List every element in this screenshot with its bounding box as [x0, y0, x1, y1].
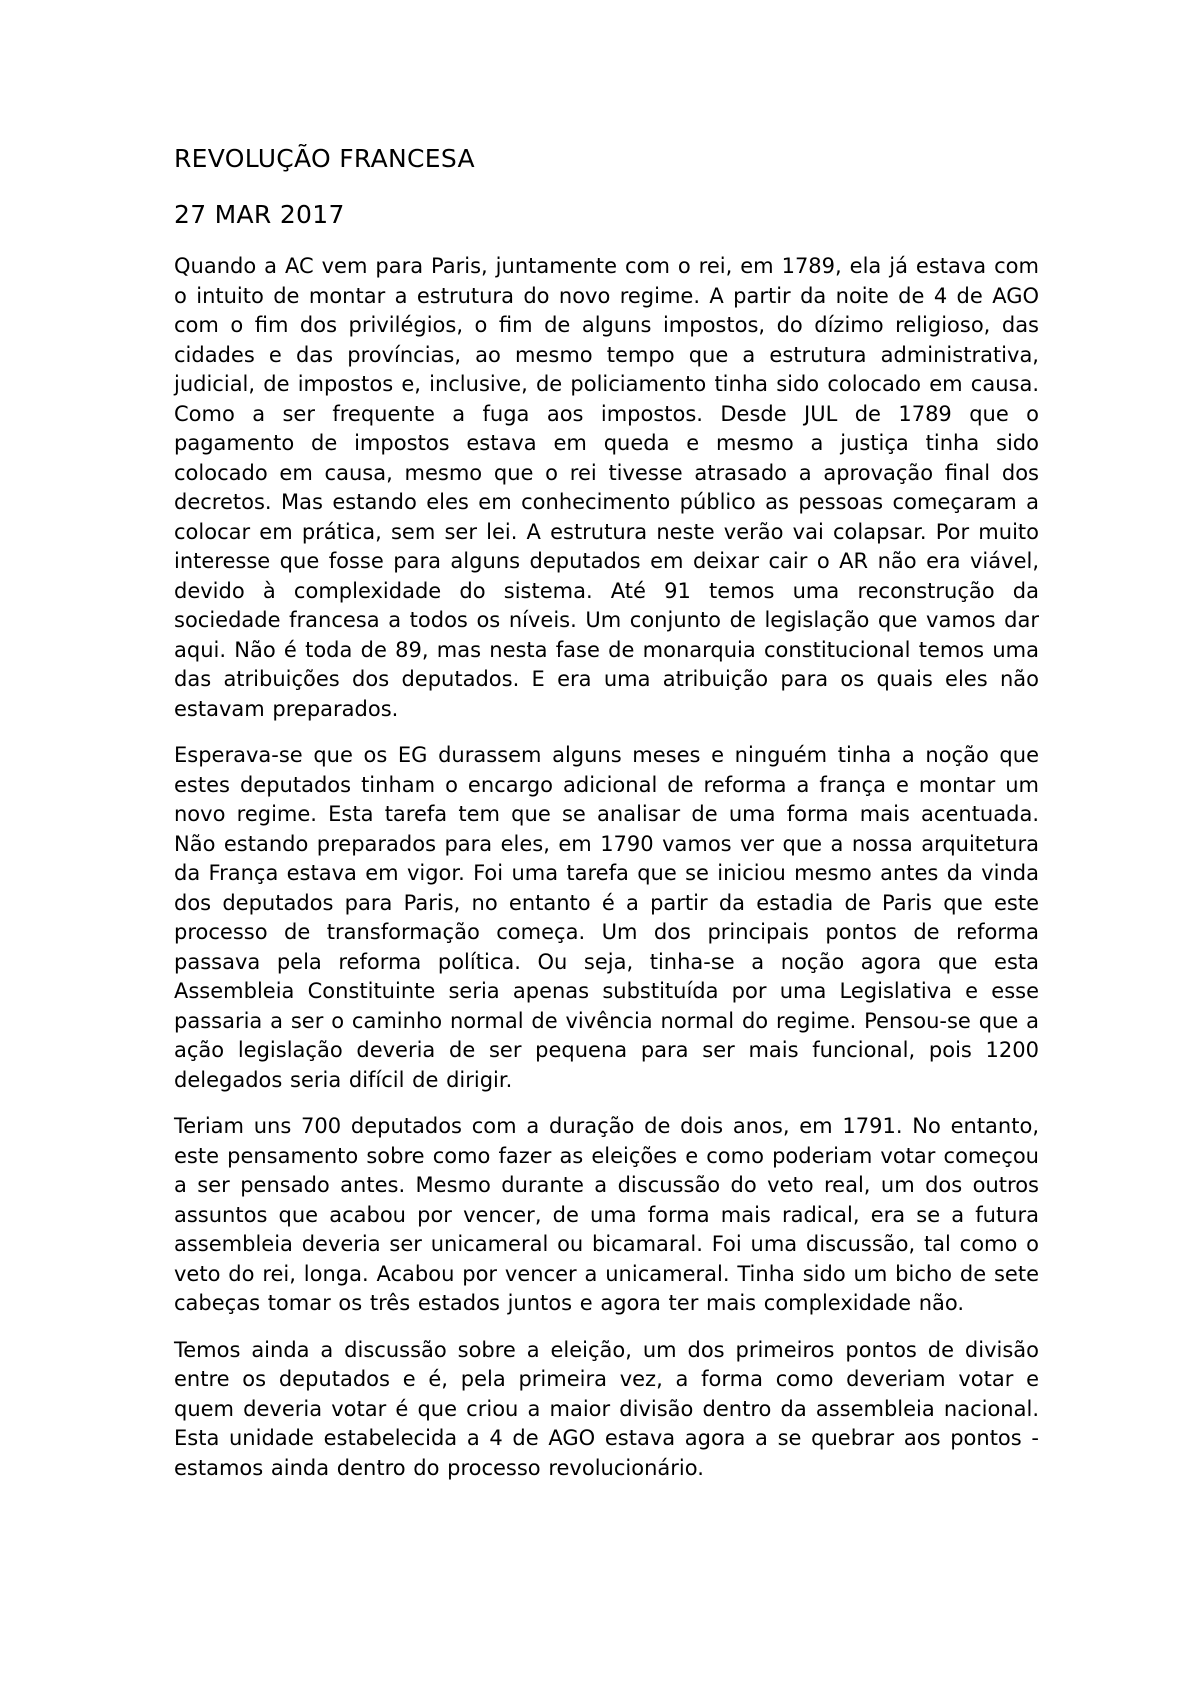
document-content [174, 142, 1039, 1500]
paragraph-4: Temos ainda a discussão sobre a eleição, um dos primeiros pontos de divisão entre os deputados e é, pela primeira vez, a forma como deveriam votar e quem deveria votar é que criou a maior divisão dentro da assembleia nacional. Esta unidade estabelecida a 4 de AGO estava agora a se quebrar aos pontos - estamos ainda dentro do processo revolucionário. [174, 1337, 1039, 1480]
paragraph-1: Quando a AC vem para Paris, juntamente com o rei, em 1789, ela já estava com o intuito de montar a estrutura do novo regime. A partir da noite de 4 de AGO com o fim dos privilégios, o fim de alguns impostos, do dízimo religioso, das cidades e das províncias, ao mesmo tempo que a estrutura administrativa, judicial, de impostos e, inclusive, de policiamento tinha sido colocado em causa. Como a ser frequente a fuga aos impostos. Desde JUL de 1789 que o pagamento de impostos estava em queda e mesmo a justiça tinha sido colocado em causa, mesmo que o rei tivesse atrasado a aprovação final dos decretos. Mas estando eles em conhecimento público as pessoas começaram a colocar em prática, sem ser lei. A estrutura neste verão vai colapsar. Por muito interesse que fosse para alguns deputados em deixar cair o AR não era viável, devido à complexidade do sistema. Até 91 temos uma reconstrução da sociedade francesa a todos os níveis. Um conjunto de legislação que vamos dar aqui. Não é toda de 89, mas nesta fase de monarquia constitucional temos uma das atribuições dos deputados. E era uma atribuição para os quais eles não estavam preparados. [174, 254, 1039, 721]
document-date: 27 MAR 2017 [174, 200, 345, 229]
paragraph-3: Teriam uns 700 deputados com a duração de dois anos, em 1791. No entanto, este pensamento sobre como fazer as eleições e como poderiam votar começou a ser pensado antes. Mesmo durante a discussão do veto real, um dos outros assuntos que acabou por vencer, de uma forma mais radical, era se a futura assembleia deveria ser unicameral ou bicamaral. Foi uma discussão, tal como o veto do rei, longa. Acabou por vencer a unicameral. Tinha sido um bicho de sete cabeças tomar os três estados juntos e agora ter mais complexidade não. [174, 1114, 1039, 1315]
paragraph-2: Esperava-se que os EG durassem alguns meses e ninguém tinha a noção que estes deputados tinham o encargo adicional de reforma a frança e montar um novo regime. Esta tarefa tem que se analisar de uma forma mais acentuada. Não estando preparados para eles, em 1790 vamos ver que a nossa arquitetura da França estava em vigor. Foi uma tarefa que se iniciou mesmo antes da vinda dos deputados para Paris, no entanto é a partir da estadia de Paris que este processo de transformação começa. Um dos principais pontos de reforma passava pela reforma política. Ou seja, tinha-se a noção agora que esta Assembleia Constituinte seria apenas substituída por uma Legislativa e esse passaria a ser o caminho normal de vivência normal do regime. Pensou-se que a ação legislação deveria de ser pequena para ser mais funcional, pois 1200 delegados seria difícil de dirigir. [174, 743, 1039, 1092]
document-title: REVOLUÇÃO FRANCESA [174, 144, 475, 173]
